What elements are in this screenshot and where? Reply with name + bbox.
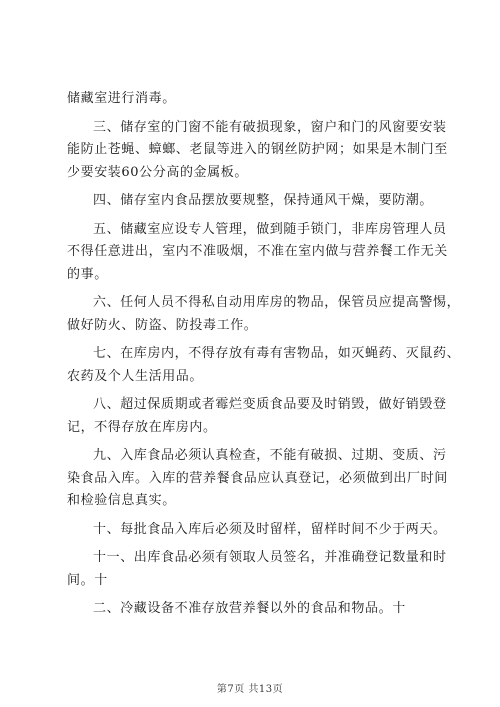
text-line: 染食品入库。入库的营养餐食品应认真登记，必须做到出厂时间	[67, 470, 448, 486]
text-line: 二、冷藏设备不准存放营养餐以外的食品和物品。十	[93, 601, 406, 616]
text-line: 八、超过保质期或者霉烂变质食品要及时销毁，做好销毁登	[93, 397, 447, 412]
paragraph-continuation	[67, 88, 439, 111]
paragraph-rule-5	[67, 219, 448, 287]
paragraph-rule-8	[67, 394, 447, 439]
text-line: 和检验信息真实。	[67, 493, 176, 508]
document-body	[67, 88, 461, 627]
text-line: 农药及个人生活用品。	[67, 368, 204, 384]
text-line: 少要安装60公分高的金属板。	[67, 164, 248, 180]
text-line: 六、任何人员不得私自动用库房的物品，保管员应提高警惕，	[93, 295, 461, 310]
text-line: 三、储存室的门窗不能有破损现象，窗户和门的风窗要安装	[93, 119, 447, 135]
text-line: 五、储藏室应设专人管理，做到随手锁门，非库房管理人员	[93, 221, 447, 237]
paragraph-rule-10	[67, 519, 447, 542]
text-line: 间。十	[67, 572, 108, 588]
text-line: 不得任意进出，室内不准吸烟，不准在室内做与营养餐工作无关	[67, 244, 448, 259]
paragraph-rule-6	[67, 292, 461, 337]
paragraph-rule-4	[67, 190, 439, 213]
text-line: 能防止苍蝇、蟑螂、老鼠等进入的钢丝防护网；如果是木制门至	[67, 142, 448, 157]
text-line: 做好防火、防盗、防投毒工作。	[67, 317, 258, 333]
text-line: 记，不得存放在库房内。	[67, 419, 217, 435]
text-line: 七、在库房内，不得存放有毒有害物品，如灭蝇药、灭鼠药、	[93, 346, 461, 361]
paragraph-rule-12	[67, 598, 439, 621]
paragraph-rule-9	[67, 445, 448, 513]
page-number-label: 第7页 共13页	[216, 684, 284, 695]
paragraph-rule-11	[67, 547, 447, 592]
text-line: 的事。	[67, 266, 108, 282]
paragraph-rule-3	[67, 117, 448, 185]
text-line: 十一、出库食品必须有领取人员签名，并准确登记数量和时	[93, 550, 447, 565]
text-line: 储藏室进行消毒。	[67, 91, 176, 106]
paragraph-rule-7	[67, 343, 461, 388]
text-line: 九、入库食品必须认真检查，不能有破损、过期、变质、污	[93, 448, 447, 463]
text-line: 四、储存室内食品摆放要规整，保持通风干燥，要防潮。	[93, 193, 434, 208]
page-footer	[0, 680, 500, 695]
text-line: 十、每批食品入库后必须及时留样，留样时间不少于两天。	[93, 521, 447, 537]
